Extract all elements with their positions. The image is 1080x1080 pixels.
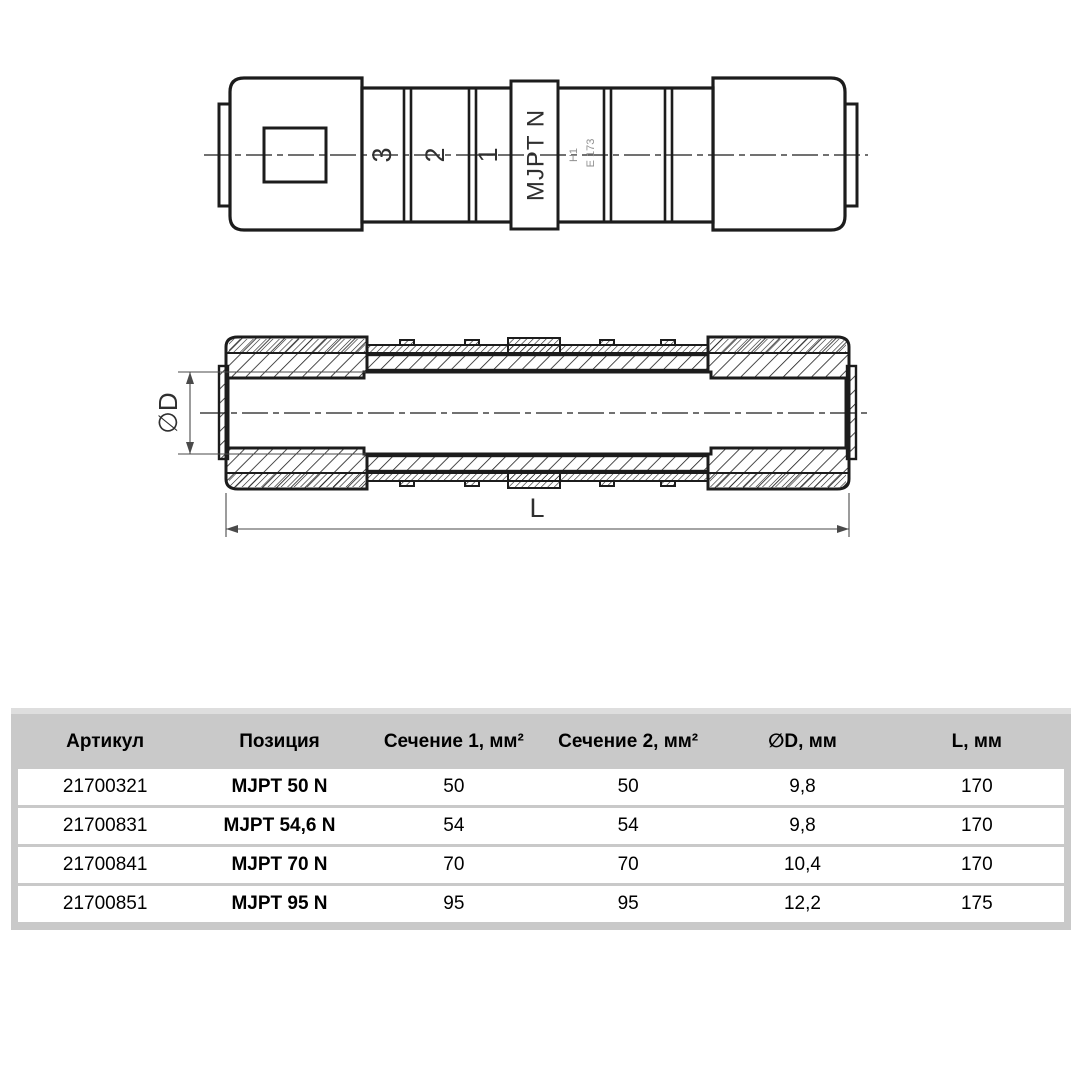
right-end-cap <box>713 78 845 230</box>
table-header-row <box>18 714 1064 769</box>
cell-position: MJPT 70 N <box>231 854 328 875</box>
cell-article: 21700831 <box>62 815 148 836</box>
col-header-section1: Сечение 1, мм² <box>383 730 524 752</box>
spec-table <box>11 708 1071 930</box>
cell-diameter: 9,8 <box>789 776 816 797</box>
cell-section2: 50 <box>617 776 639 797</box>
right-cap-sleeve-top <box>710 339 846 352</box>
cell-section1: 50 <box>443 776 465 797</box>
cell-position: MJPT 50 N <box>231 776 328 797</box>
cell-section1: 95 <box>443 893 465 914</box>
diameter-label: ∅D <box>153 392 183 434</box>
section-view <box>153 337 868 537</box>
cell-position: MJPT 95 N <box>231 893 328 914</box>
table-row <box>18 769 1064 805</box>
stamp-text-h1: H1 <box>568 147 580 163</box>
cell-length: 175 <box>960 893 993 914</box>
band-marking-text: MJPT N <box>522 108 550 202</box>
stamp-text-e173: E 173 <box>585 138 597 168</box>
cell-length: 170 <box>960 776 993 797</box>
cell-section2: 70 <box>617 854 639 875</box>
table-row <box>18 808 1064 844</box>
cell-diameter: 12,2 <box>783 893 821 914</box>
ring-label-2: 2 <box>420 147 450 163</box>
col-header-article: Артикул <box>66 730 145 752</box>
col-header-length: L, мм <box>951 730 1002 752</box>
right-cap-sleeve-bottom <box>710 474 846 487</box>
cell-article: 21700851 <box>62 893 148 914</box>
cell-diameter: 9,8 <box>789 815 816 836</box>
cell-position: MJPT 54,6 N <box>223 815 336 836</box>
col-header-position: Позиция <box>239 730 320 752</box>
cell-article: 21700841 <box>62 854 148 875</box>
col-header-diameter: ∅D, мм <box>768 731 837 752</box>
sleeve-band-top <box>508 338 560 353</box>
left-cap-sleeve-bottom <box>229 474 365 487</box>
left-cap-sleeve-top <box>229 339 365 352</box>
cell-length: 170 <box>960 854 993 875</box>
sleeve-band-bottom <box>508 473 560 488</box>
table-row <box>18 847 1064 883</box>
tube-wall-top <box>367 355 708 370</box>
cell-section2: 95 <box>617 893 639 914</box>
length-dimension <box>226 493 849 537</box>
top-view <box>204 78 868 230</box>
cell-section2: 54 <box>617 815 639 836</box>
length-label: L <box>529 493 545 523</box>
cell-section1: 54 <box>443 815 465 836</box>
ring-label-3: 3 <box>367 147 397 163</box>
cell-diameter: 10,4 <box>783 854 821 875</box>
table-row <box>18 886 1064 922</box>
tube-wall-bottom <box>367 456 708 471</box>
cell-article: 21700321 <box>62 776 148 797</box>
col-header-section2: Сечение 2, мм² <box>558 730 699 752</box>
cell-length: 170 <box>960 815 993 836</box>
ring-label-1: 1 <box>473 147 503 163</box>
cell-section1: 70 <box>443 854 465 875</box>
